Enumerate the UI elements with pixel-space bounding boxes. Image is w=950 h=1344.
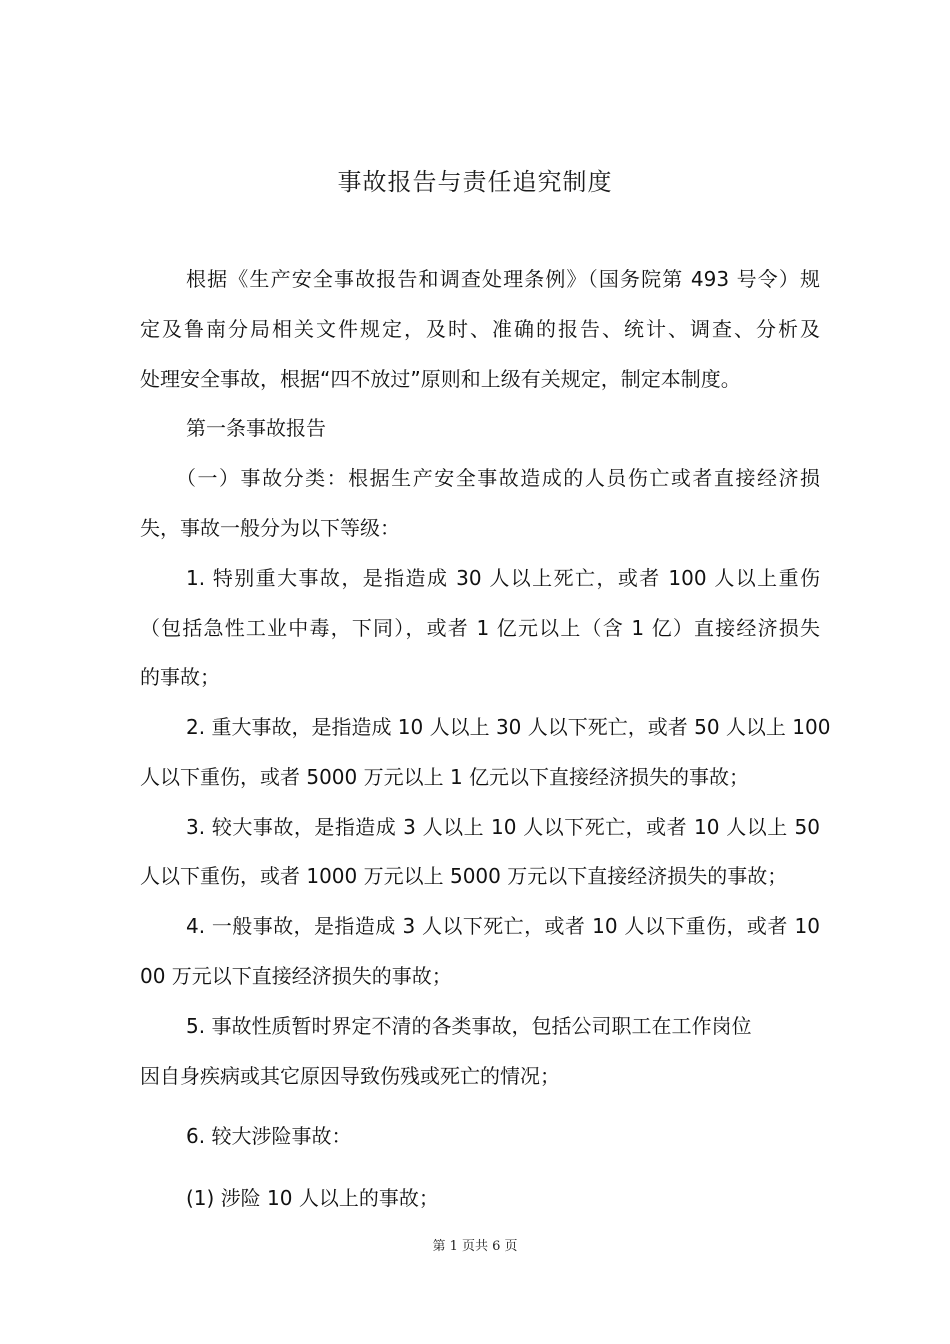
- list-item-line: 的事故；: [140, 665, 220, 689]
- list-item-line: 5. 事故性质暂时界定不清的各类事故，包括公司职工在工作岗位: [186, 1014, 752, 1038]
- list-item-line: 人以下重伤，或者 1000 万元以上 5000 万元以下直接经济损失的事故；: [140, 864, 788, 888]
- section-heading: 第一条事故报告: [186, 416, 326, 440]
- paragraph-line: 根据《生产安全事故报告和调查处理条例》（国务院第 493 号令）规: [186, 267, 820, 291]
- list-item-line: 3. 较大事故，是指造成 3 人以上 10 人以下死亡，或者 10 人以上 50: [186, 815, 820, 839]
- list-item-line: 人以下重伤，或者 5000 万元以上 1 亿元以下直接经济损失的事故；: [140, 765, 750, 789]
- page-number: 第 1 页共 6 页: [432, 1239, 518, 1254]
- list-item-line: 00 万元以下直接经济损失的事故；: [140, 964, 452, 988]
- list-item-line: 因自身疾病或其它原因导致伤残或死亡的情况；: [140, 1064, 560, 1088]
- document-title: 事故报告与责任追究制度: [337, 168, 613, 196]
- list-item-line: 6. 较大涉险事故：: [186, 1124, 352, 1148]
- paragraph-line: 定及鲁南分局相关文件规定，及时、准确的报告、统计、调查、分析及: [140, 317, 820, 341]
- list-item-line: （包括急性工业中毒，下同），或者 1 亿元以上（含 1 亿）直接经济损失: [140, 616, 820, 640]
- list-item-line: 4. 一般事故，是指造成 3 人以下死亡，或者 10 人以下重伤，或者 10: [186, 914, 820, 938]
- paragraph-line: 失，事故一般分为以下等级：: [140, 516, 400, 540]
- paragraph-line: 处理安全事故，根据“四不放过”原则和上级有关规定，制定本制度。: [140, 367, 741, 391]
- list-item-line: (1) 涉险 10 人以上的事故；: [186, 1186, 439, 1210]
- list-item-line: 1. 特别重大事故，是指造成 30 人以上死亡，或者 100 人以上重伤: [186, 566, 820, 590]
- list-item-line: 2. 重大事故，是指造成 10 人以上 30 人以下死亡，或者 50 人以上 100: [186, 715, 831, 739]
- paragraph-line: （一）事故分类：根据生产安全事故造成的人员伤亡或者直接经济损: [176, 466, 820, 490]
